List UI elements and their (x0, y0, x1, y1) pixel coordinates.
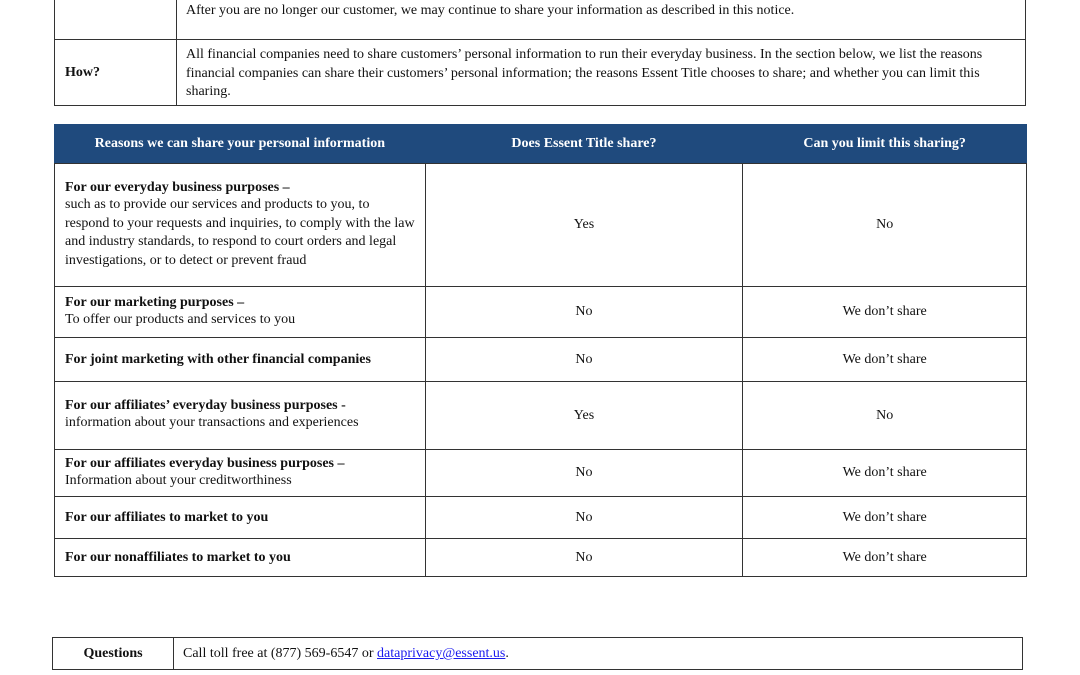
reason-cell (55, 382, 426, 450)
how-text: All financial companies need to share customers’ personal information to run their everyday business. In the section below, we list the reasons financial companies can share their customers’ personal information; the reasons Essent Title chooses to share; and whether you can limit this sharing. (186, 47, 983, 99)
reason-cell (55, 450, 426, 497)
how-label: How? (65, 65, 100, 80)
reason-title: For our marketing purposes – (65, 294, 245, 310)
reason-description: information about your transactions and experiences (65, 415, 359, 431)
table-row (55, 382, 1027, 450)
share-answer: No (425, 338, 743, 382)
share-answer: No (425, 450, 743, 497)
questions-box (52, 637, 1023, 670)
header-reasons: Reasons we can share your personal information (55, 125, 426, 164)
limit-answer: We don’t share (743, 450, 1027, 497)
reason-cell (55, 497, 426, 539)
share-answer: No (425, 497, 743, 539)
table-row (55, 539, 1027, 577)
reason-title: For our everyday business purposes – (65, 180, 290, 195)
reason-description: To offer our products and services to you (65, 311, 296, 327)
reason-cell (55, 539, 426, 577)
questions-label: Questions (53, 638, 174, 669)
email-link[interactable]: dataprivacy@essent.us (377, 646, 506, 661)
reason-title: For our affiliates to market to you (65, 509, 269, 525)
limit-answer: We don’t share (743, 539, 1027, 577)
reason-cell (55, 287, 426, 338)
table-row (55, 164, 1027, 287)
period-text: . (505, 646, 509, 661)
table-row (55, 338, 1027, 382)
table-row (55, 450, 1027, 497)
reason-cell (55, 338, 426, 382)
table-header-row (55, 125, 1027, 164)
label-column (55, 0, 177, 105)
reason-description: such as to provide our services and products to you, to respond to your requests and inquiries, to comply with the law and industry standards, to respond to court orders and legal investigations, or to detect or prevent fraud (65, 197, 415, 268)
reason-cell (55, 164, 426, 287)
reason-title: For our affiliates’ everyday business purposes - (65, 398, 346, 414)
limit-answer: We don’t share (743, 338, 1027, 382)
questions-text (183, 638, 509, 669)
info-table (54, 0, 1026, 106)
reason-title: For joint marketing with other financial companies (65, 351, 371, 367)
header-can-limit: Can you limit this sharing? (743, 125, 1027, 164)
reason-title: For our affiliates everyday business purposes – (65, 455, 345, 471)
header-does-share: Does Essent Title share? (425, 125, 743, 164)
limit-answer: We don’t share (743, 497, 1027, 539)
limit-answer: No (743, 382, 1027, 450)
sharing-reasons-table (54, 124, 1027, 577)
share-answer: No (425, 287, 743, 338)
reason-description: Information about your creditworthiness (65, 472, 292, 488)
limit-answer: We don’t share (743, 287, 1027, 338)
after-customer-text: After you are no longer our customer, we may continue to share your information as described in this notice. (186, 3, 795, 18)
share-answer: Yes (425, 164, 743, 287)
row-divider (55, 39, 1025, 40)
limit-answer: No (743, 164, 1027, 287)
table-row (55, 287, 1027, 338)
table-row (55, 497, 1027, 539)
contact-phone-text: Call toll free at (877) 569-6547 or (183, 646, 378, 661)
reason-title: For our nonaffiliates to market to you (65, 549, 291, 565)
share-answer: Yes (425, 382, 743, 450)
share-answer: No (425, 539, 743, 577)
